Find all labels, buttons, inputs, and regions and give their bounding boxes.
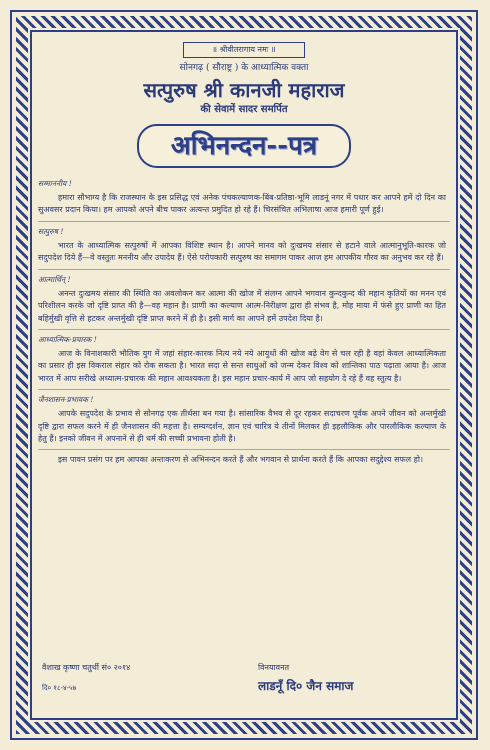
section-4 [38,334,450,385]
subtitle: सोनगढ़ ( सौराष्ट्र ) के आध्यात्मिक वक्ता [179,63,309,74]
sender-name: लाडनूँ दि० जैन समाज [258,679,354,693]
dedication-line: की सेवामें सादर समर्पित [200,103,288,115]
salutation: सत्पुरुष ! [38,226,64,236]
salutation: सम्माननीय ! [38,178,72,188]
divider [38,449,450,450]
divider [38,221,450,222]
paragraph: हमारा सौभाग्य है कि राजस्थान के इस प्रसिद्ध एवं अनेक पंचकल्याणक-बिंब-प्रतिष्ठा-भूमि लाडनूं नगर में पधार कर आपने हमें दो दिन का सुअवसर प्रदान किया। हम आपको अपने बीच पाकर अत्यन्त प्रमुदित हो रहे हैं। चिरसंचित अभिलाषा आज हमारी पूर्ण हुई। [38,193,446,215]
section-3 [38,274,450,325]
invocation: ॥ श्रीवीतरागाय नमः ॥ [183,42,305,58]
letter-content [38,40,450,712]
salutation: जैनशासन-प्रभावक ! [38,395,94,405]
salutation: आध्यात्मिक-प्रचारक ! [38,334,97,344]
page-title: सत्पुरुष श्री कानजी महाराज [143,77,345,102]
section-1 [38,178,450,217]
date-numeric: दि० १८-४-५७ [42,684,77,692]
paragraph: भारत के आध्यात्मिक सत्पुरुषों में आपका विशिष्ट स्थान है। आपने मानव को दुःखमय संसार से हटाने वाले आत्मानुभूति-कारक जो सदुपदेश दिये हैं—वे वस्तुतः मननीय और उपादेय हैं। ऐसे परोपकारी सत्पुरुष का समागम पाकर आज हम आपकीय गौरव का अनुभव कर रहे हैं। [38,241,446,263]
paragraph: आज के विनाशकारी भौतिक युग में जहां संहार-कारक नित्य नये नये आयुधों की खोज बढ़े वेग से चल रही है वहां केवल आध्यात्मिकता का प्रसार ही इस विकराल संहार को रोक सकता है। भारत सदा से सन्त साधुओं को जन्म देकर विश्व को शान्तिका पाठ पढ़ाता आया है। आज भारत में आप सरीखे अध्यात्म-प्रचारक की महान आवश्यकता है। इस महान प्रचार-कार्य में आप जो सहयोग दे रहे हैं वह स्तुत्य है। [38,349,446,383]
paragraph: आपके सदुपदेश के प्रभाव से सोनगढ़ एक तीर्थसा बन गया है। सांसारिक वैभव से दूर रहकर सदाचरण पूर्वक अपने जीवन को अन्तर्मुखी दृष्टि द्वारा सफल करने में ही जैनशासन की महत्ता है। सम्यग्दर्शन, ज्ञान एवं चारित्र ये तीनों मिलकर ही इहलौकिक और पारलौकिक कल्याण के हेतु हैं। इनको जीवन में अपनाने से ही धर्म की सच्ची प्रभावना होती है। [38,409,446,443]
salutation: आत्मार्थिन् ! [38,274,71,284]
closing-paragraph: इस पावन प्रसंग पर हम आपका अन्तःकरण से अभिनन्दन करते हैं और भगवान से प्रार्थना करते हैं कि आपका सदुद्देश्य सफल हो। [58,455,423,465]
divider [38,389,450,390]
section-5 [38,394,450,445]
date: वैशाख कृष्णा चतुर्थी सं० २०१४ [42,663,131,672]
main-heading: अभिनन्दन--पत्र [137,124,351,168]
footer [38,662,450,706]
divider [38,269,450,270]
section-2 [38,226,450,265]
humbly-label: विनयावनत [258,663,290,672]
divider [38,329,450,330]
paragraph: अनन्त दुःखमय संसार की स्थिति का अवलोकन कर आत्मा की खोज में संलग्न आपने भगवान कुन्दकुन्द की महान कृतियों का मनन एवं परिशीलन करके जो दृष्टि प्राप्त की है—वह महान है। प्राणी का कल्याण आत्म-निरीक्षण द्वारा ही संभव है, मोह माया में फंसे हुए प्राणी का हित बहिर्मुखी वृत्ति से हटकर अन्तर्मुखी दृष्टि प्राप्त करने में ही है। इसी मार्ग का आपने हमें उपदेश दिया है। [38,288,446,323]
